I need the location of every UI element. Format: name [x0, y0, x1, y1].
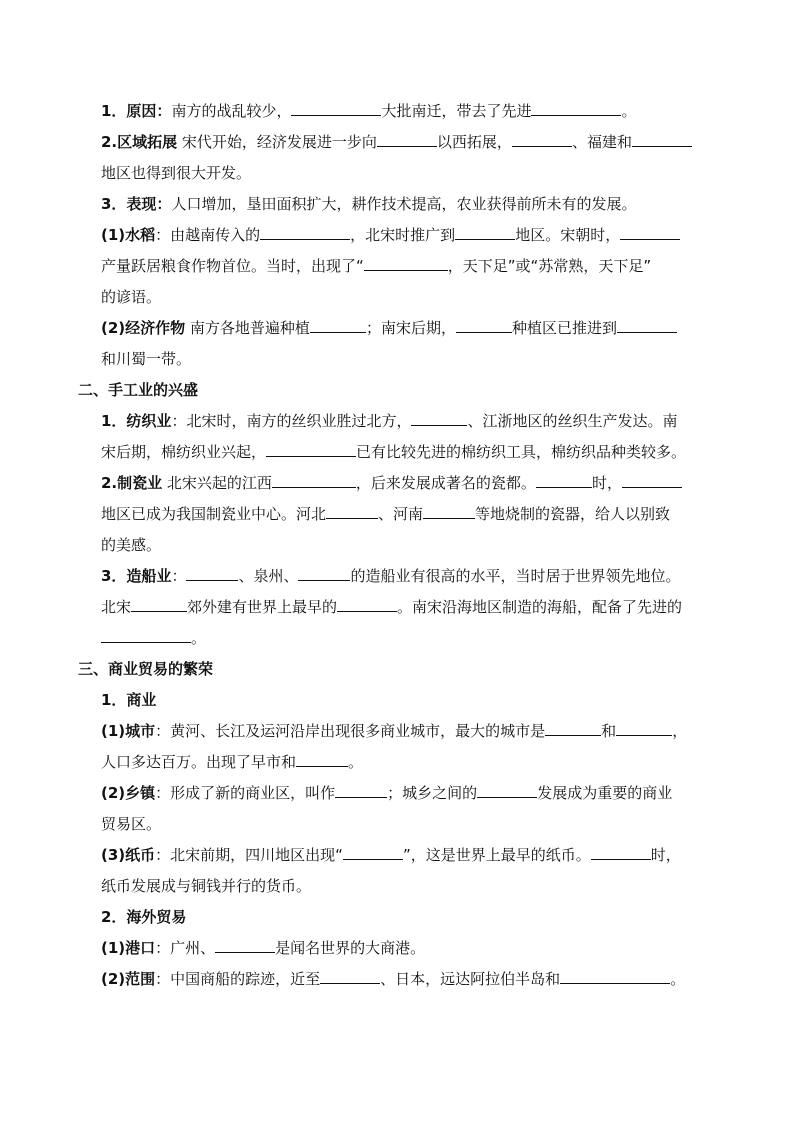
item-label: 3．表现：: [101, 195, 172, 213]
text: 以西拓展，: [436, 133, 512, 151]
text: 大批南迁，带去了先进: [381, 102, 532, 120]
blank[interactable]: [296, 752, 348, 767]
item-label: (1)港口: [101, 939, 156, 957]
blank[interactable]: [266, 442, 356, 457]
line-region: [101, 132, 692, 152]
item-label: (1)水稻: [101, 226, 156, 244]
blank[interactable]: [632, 132, 692, 147]
blank[interactable]: [377, 132, 437, 147]
line-rice-cont: [101, 256, 651, 276]
blank[interactable]: [272, 473, 356, 488]
blank[interactable]: [423, 504, 475, 519]
item-label: 2.制瓷业: [101, 474, 163, 492]
text: 南方的战乱较少，: [171, 102, 292, 120]
text: 。: [670, 970, 686, 988]
text: 是闻名世界的大商港。: [275, 939, 426, 957]
blank[interactable]: [591, 845, 651, 860]
text: 产量跃居粮食作物首位。当时，出现了“: [101, 257, 364, 275]
text: 地区已成为我国制瓷业中心。河北: [101, 505, 327, 523]
subheading-overseas-trade: [101, 907, 186, 927]
line-rice: [101, 225, 680, 245]
text: 、福建和: [571, 133, 632, 151]
blank[interactable]: [477, 783, 537, 798]
blank[interactable]: [326, 504, 378, 519]
item-label: (1)城市: [101, 722, 156, 740]
section-heading-commerce: [78, 659, 213, 679]
blank[interactable]: [260, 225, 350, 240]
text: ：北宋时，南方的丝织业胜过北方，: [171, 412, 412, 430]
text: 已有比较先进的棉纺织工具，棉纺织品种类较多。: [356, 443, 687, 461]
text: 地区也得到很大开发。: [101, 164, 252, 182]
line-reason: [101, 101, 636, 121]
text: 。: [191, 629, 207, 647]
blank[interactable]: [616, 721, 672, 736]
item-label: 1．纺织业: [101, 412, 172, 430]
text: 和川蜀一带。: [101, 350, 192, 368]
section-heading-handicraft: [78, 380, 198, 400]
text: ，后来发展成著名的瓷都。: [355, 474, 536, 492]
text: 。: [348, 753, 364, 771]
subheading-commerce: [101, 690, 156, 710]
line-textile-cont: [101, 442, 686, 462]
line-manifest: [101, 194, 636, 214]
blank[interactable]: [291, 101, 381, 116]
line-cities: [101, 721, 687, 741]
blank[interactable]: [536, 473, 592, 488]
text: 纸币发展成与铜钱并行的货币。: [101, 877, 312, 895]
text: 1．商业: [101, 691, 157, 709]
item-label: 1．原因：: [101, 102, 172, 120]
text: 发展成为重要的商业: [537, 784, 673, 802]
text: ：形成了新的商业区，叫作: [155, 784, 336, 802]
text: 北宋: [101, 598, 132, 616]
line-crops-cont: [101, 349, 191, 369]
text: 的谚语。: [101, 288, 162, 306]
blank[interactable]: [101, 628, 191, 643]
text: 南方各地普遍种植: [185, 319, 310, 337]
text: 2．海外贸易: [101, 908, 187, 926]
text: 和: [601, 722, 617, 740]
item-label: (2)经济作物: [101, 319, 186, 337]
line-porcelain: [101, 473, 682, 493]
line-porcelain-cont: [101, 504, 670, 524]
blank[interactable]: [298, 566, 350, 581]
text: ”，这是世界上最早的纸币。: [402, 846, 591, 864]
text: 的美感。: [101, 536, 162, 554]
blank[interactable]: [545, 721, 601, 736]
line-region-cont: [101, 163, 251, 183]
blank[interactable]: [620, 225, 680, 240]
text: ：黄河、长江及运河沿岸出现很多商业城市，最大的城市是: [155, 722, 546, 740]
text: ：广州、: [155, 939, 216, 957]
blank[interactable]: [335, 783, 387, 798]
line-paper-money: [101, 845, 681, 865]
blank[interactable]: [512, 132, 572, 147]
text: 、泉州、: [238, 567, 299, 585]
line-shipbuilding-end: [101, 628, 206, 648]
blank[interactable]: [456, 318, 512, 333]
text: 二、手工业的兴盛: [78, 381, 199, 399]
text: 的造船业有很高的水平，当时居于世界领先地位。: [350, 567, 681, 585]
line-textile: [101, 411, 677, 431]
text: 等地烧制的瓷器，给人以别致: [475, 505, 671, 523]
line-shipbuilding: [101, 566, 680, 586]
text: 宋代开始，经济发展进一步向: [177, 133, 377, 151]
blank[interactable]: [343, 845, 403, 860]
text: 郊外建有世界上最早的: [187, 598, 338, 616]
blank[interactable]: [411, 411, 467, 426]
text: 、河南: [378, 505, 424, 523]
line-towns-cont: [101, 814, 161, 834]
line-crops: [101, 318, 677, 338]
item-label: (2)范围: [101, 970, 156, 988]
blank[interactable]: [337, 597, 397, 612]
text: 人口增加，垦田面积扩大，耕作技术提高，农业获得前所未有的发展。: [171, 195, 637, 213]
text: 三、商业贸易的繁荣: [78, 660, 214, 678]
text: 人口多达百万。出现了早市和: [101, 753, 297, 771]
text: ，北宋时推广到: [350, 226, 456, 244]
line-towns: [101, 783, 672, 803]
item-label: 3．造船业: [101, 567, 172, 585]
item-label: (3)纸币: [101, 846, 156, 864]
text: ，天下足”或“苏常熟，天下足”: [447, 257, 652, 275]
text: ：由越南传入的: [155, 226, 261, 244]
text: 。南宋沿海地区制造的海船，配备了先进的: [397, 598, 683, 616]
line-porcelain-end: [101, 535, 161, 555]
line-rice-end: [101, 287, 161, 307]
blank[interactable]: [531, 101, 621, 116]
text: 时，: [591, 474, 622, 492]
text: ；城乡之间的: [387, 784, 478, 802]
text: ：北宋前期，四川地区出现“: [155, 846, 343, 864]
line-scope: [101, 969, 685, 989]
text: 、江浙地区的丝织生产发达。南: [467, 412, 678, 430]
item-label: (2)乡镇: [101, 784, 156, 802]
blank[interactable]: [310, 318, 366, 333]
blank[interactable]: [131, 597, 187, 612]
blank[interactable]: [622, 473, 682, 488]
blank[interactable]: [186, 566, 238, 581]
text: 、日本，远达阿拉伯半岛和: [380, 970, 561, 988]
blank[interactable]: [617, 318, 677, 333]
line-paper-money-cont: [101, 876, 311, 896]
text: ；南宋后期，: [365, 319, 456, 337]
blank[interactable]: [215, 938, 275, 953]
text: 种植区已推进到: [511, 319, 617, 337]
text: ：中国商船的踪迹，近至: [155, 970, 321, 988]
line-cities-cont: [101, 752, 363, 772]
line-shipbuilding-cont: [101, 597, 682, 617]
text: 地区。宋朝时，: [515, 226, 621, 244]
item-label: 2.区域拓展: [101, 133, 178, 151]
text: 贸易区。: [101, 815, 162, 833]
blank[interactable]: [364, 256, 448, 271]
line-ports: [101, 938, 425, 958]
blank[interactable]: [455, 225, 515, 240]
text: 北宋兴起的江西: [162, 474, 272, 492]
blank[interactable]: [320, 969, 380, 984]
blank[interactable]: [560, 969, 670, 984]
text: ：: [171, 567, 187, 585]
text: 。: [621, 102, 637, 120]
text: ，: [672, 722, 688, 740]
text: 时，: [650, 846, 681, 864]
text: 宋后期，棉纺织业兴起，: [101, 443, 267, 461]
